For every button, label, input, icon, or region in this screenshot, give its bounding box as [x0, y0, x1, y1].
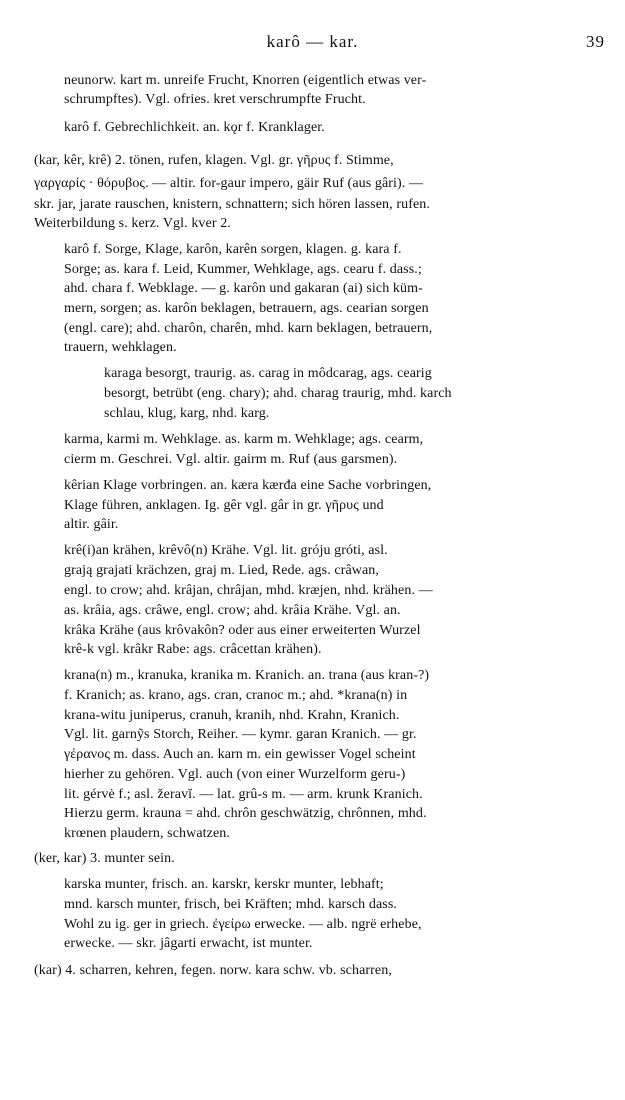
root-heading-kar-2: (kar, kêr, krê) 2. tönen, rufen, klagen. Vgl. gr. γῆρυς f. Stimme,: [34, 153, 394, 168]
text-line: trauern, wehklagen.: [64, 340, 177, 355]
text-line: schlau, klug, karg, nhd. karg.: [104, 406, 270, 421]
text-line: skr. jar, jarate rauschen, knistern, schnattern; sich hören lassen, rufen.: [34, 197, 430, 212]
entry-karska: karska munter, frisch. an. karskr, kerskr munter, lebhaft;: [64, 877, 384, 892]
text-line: neunorw. kart m. unreife Frucht, Knorren (eigentlich etwas ver-: [64, 73, 427, 88]
entry-karo-weakness: karô f. Gebrechlichkeit. an. kǫr f. Kranklager.: [64, 120, 325, 135]
running-header: [0, 32, 625, 56]
text-line: cierm m. Geschrei. Vgl. altir. gairm m. Ruf (aus garsmen).: [64, 452, 398, 467]
entry-kreian: krê(i)an krähen, krêvô(n) Krähe. Vgl. lit. gróju gróti, asl.: [64, 543, 388, 558]
text-line: Hierzu germ. krauna = ahd. chrôn geschwätzig, chrônnen, mhd.: [64, 806, 427, 821]
text-line: krœnen plaudern, schwatzen.: [64, 826, 230, 841]
text-line: grają grajati krächzen, graj m. Lied, Rede. ags. crâwan,: [64, 563, 380, 578]
text-line: mnd. karsch munter, frisch, bei Kräften; mhd. karsch dass.: [64, 897, 397, 912]
root-heading-kar-4: (kar) 4. scharren, kehren, fegen. norw. kara schw. vb. scharren,: [34, 963, 392, 978]
text-line: f. Kranich; as. krano, ags. cran, cranoc m.; ahd. *krana(n) in: [64, 688, 408, 703]
text-line: Klage führen, anklagen. Ig. gêr vgl. gâr in gr. γῆρυς und: [64, 498, 384, 513]
root-heading-ker-3: (ker, kar) 3. munter sein.: [34, 851, 175, 866]
text-line: γαργαρίς · θόρυβος. — altir. for-gaur impero, gäir Ruf (aus gâri). —: [34, 176, 424, 191]
text-line: γέρανος m. dass. Auch an. karn m. ein gewisser Vogel scheint: [64, 747, 416, 762]
text-line: Wohl zu ig. ger in griech. ἐγείρω erwecke. — alb. ngrë erhebe,: [64, 917, 422, 932]
header-title: karô — kar.: [266, 32, 359, 51]
text-line: hierher zu gehören. Vgl. auch (von einer Wurzelform geru-): [64, 767, 406, 782]
entry-karo-sorrow: karô f. Sorge, Klage, karôn, karên sorgen, klagen. g. kara f.: [64, 242, 402, 257]
text-line: Weiterbildung s. kerz. Vgl. kver 2.: [34, 216, 231, 231]
text-line: ahd. chara f. Webklage. — g. karôn und gakaran (ai) sich küm-: [64, 281, 423, 296]
page-number: 39: [586, 32, 605, 51]
text-line: (engl. care); ahd. charôn, charên, mhd. karn beklagen, betrauern,: [64, 321, 433, 336]
text-line: Vgl. lit. garnỹs Storch, Reiher. — kymr. garan Kranich. — gr.: [64, 727, 417, 742]
text-line: krâka Krähe (aus krôvakôn? oder aus einer erweiterten Wurzel: [64, 623, 421, 638]
text-line: lit. gérvė f.; asl. žeravĭ. — lat. grû-s m. — arm. krunk Kranich.: [64, 787, 423, 802]
text-line: mern, sorgen; as. karôn beklagen, betrauern, ags. cearian sorgen: [64, 301, 429, 316]
text-line: engl. to crow; ahd. krâjan, chrâjan, mhd. kræjen, nhd. krähen. —: [64, 583, 433, 598]
text-line: krê-k vgl. krâkr Rabe: ags. crâcettan krähen).: [64, 642, 322, 657]
text-line: Sorge; as. kara f. Leid, Kummer, Wehklage, ags. cearu f. dass.;: [64, 262, 422, 277]
text-line: erwecke. — skr. jâgarti erwacht, ist munter.: [64, 936, 313, 951]
entry-karaga: karaga besorgt, traurig. as. carag in môdcarag, ags. cearig: [104, 366, 432, 381]
entry-karma: karma, karmi m. Wehklage. as. karm m. Wehklage; ags. cearm,: [64, 432, 424, 447]
text-line: besorgt, betrübt (eng. chary); ahd. charag traurig, mhd. karch: [104, 386, 452, 401]
entry-krana: krana(n) m., kranuka, kranika m. Kranich. an. trana (aus kran-?): [64, 668, 430, 683]
text-line: schrumpftes). Vgl. ofries. kret verschrumpfte Frucht.: [64, 92, 366, 107]
text-line: altir. gâir.: [64, 517, 119, 532]
entry-kerian: kêrian Klage vorbringen. an. kæra kærđa eine Sache vorbringen,: [64, 478, 432, 493]
text-line: krana-witu juniperus, cranuh, kranih, nhd. Krahn, Kranich.: [64, 708, 400, 723]
text-line: as. krâia, ags. crâwe, engl. crow; ahd. krâia Krähe. Vgl. an.: [64, 603, 401, 618]
